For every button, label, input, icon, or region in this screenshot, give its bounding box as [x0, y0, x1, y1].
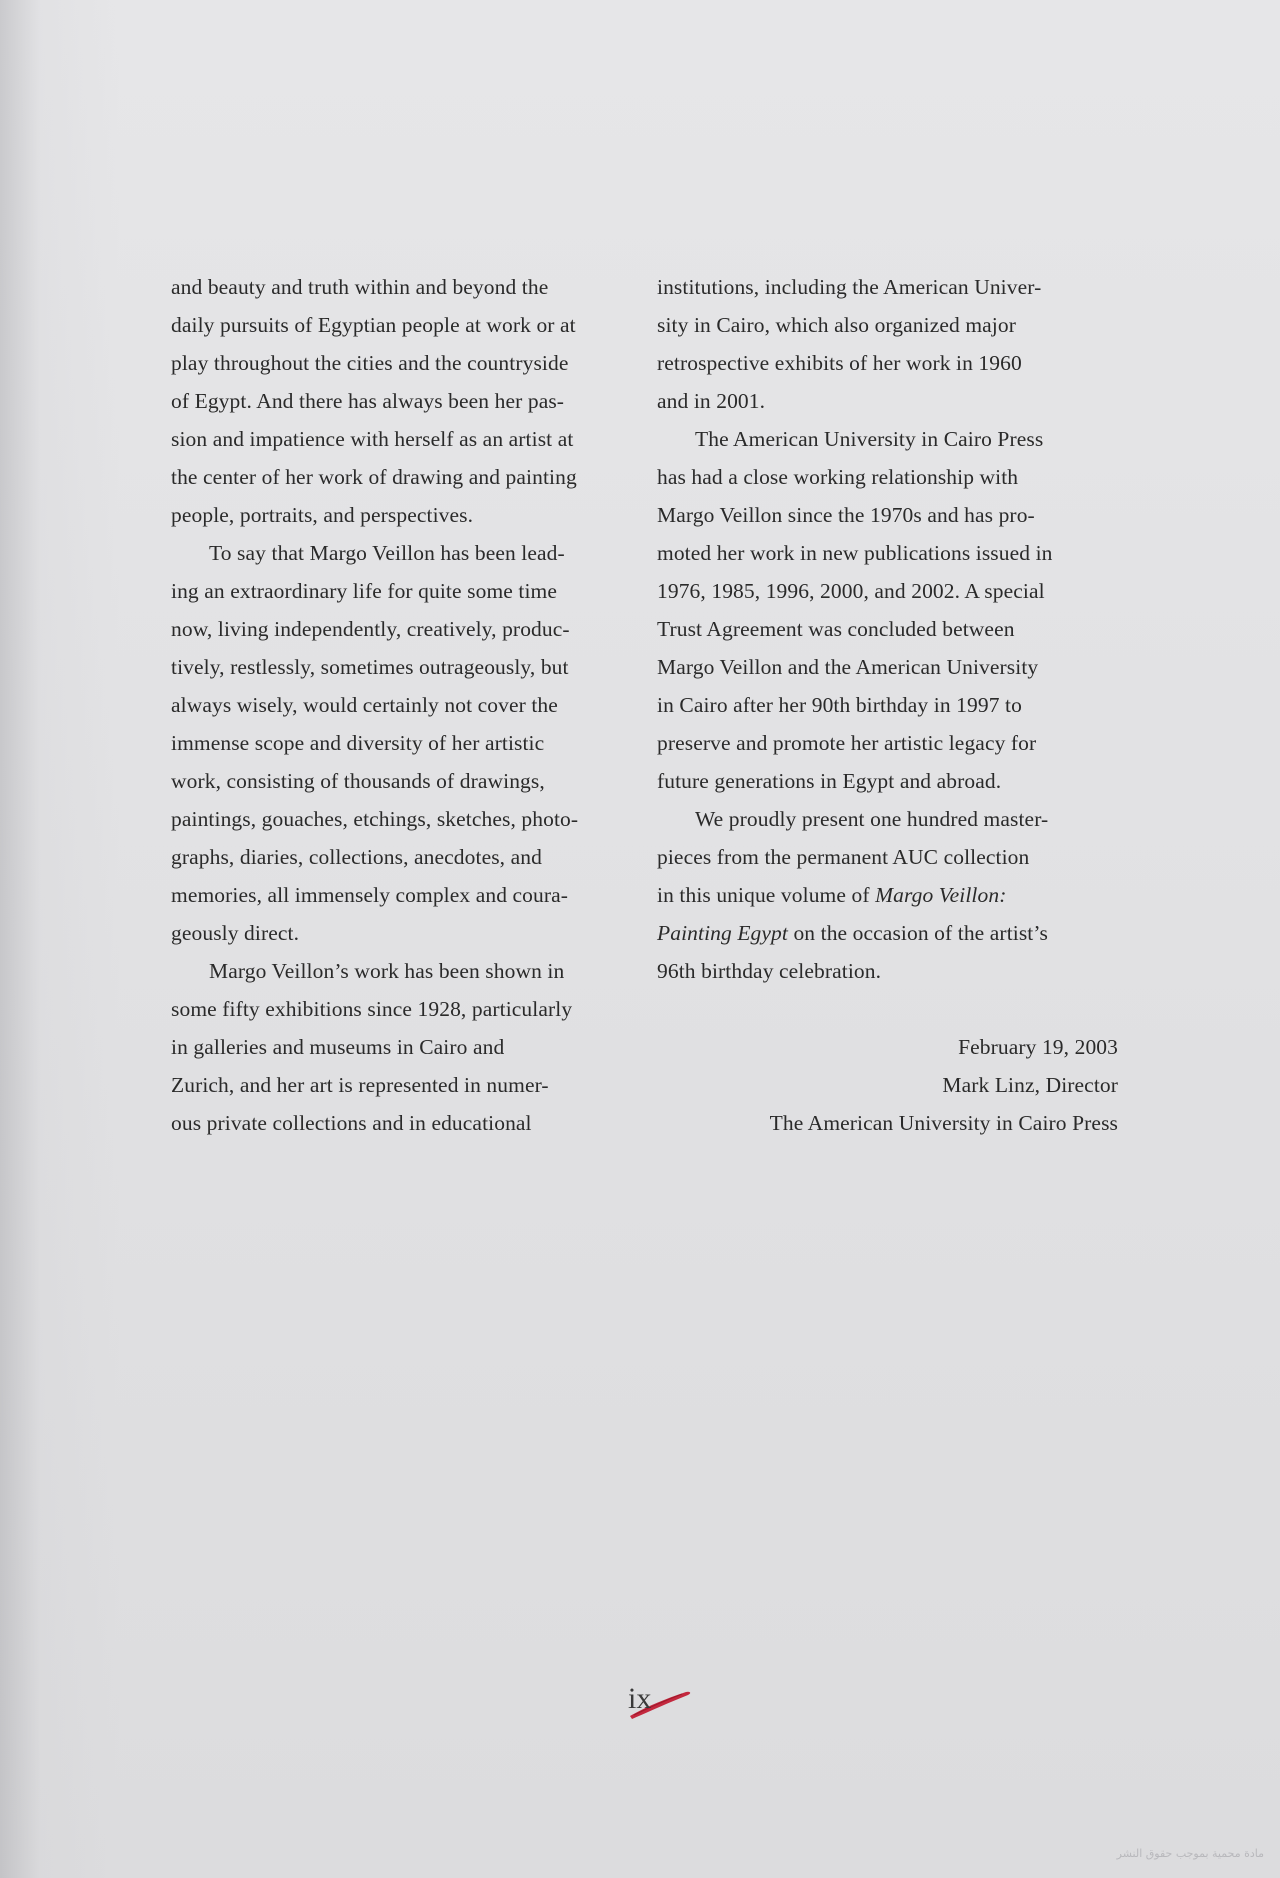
page-number-text: ix [628, 1682, 652, 1715]
paragraph-text: on the occasion of the artist’s 96th birthday celebration. [657, 921, 1048, 983]
book-title: Margo Veillon: Painting Egypt [657, 883, 1007, 945]
paragraph: institutions, including the American Univer- sity in Cairo, which also organized major retrospective exhibits of her work in 1960 and in 2001. [657, 275, 1042, 413]
signature-organization: The American University in Cairo Press [769, 1111, 1118, 1135]
paragraph: Margo Veillon’s work has been shown in some fifty exhibitions since 1928, particularly in galleries and museums in Cairo and Zurich, and her art is represented in numer- ous private collections and in educational [171, 959, 573, 1135]
paragraph: The American University in Cairo Press has had a close working relationship with Margo Veillon since the 1970s and has pro- moted her work in new publications issued in 1976, 1985, 1996, 2000, and 2002. A special Trust Agreement was concluded between Margo Veillon and the American University in Cairo after her 90th birthday in 1997 to preserve and promote her artistic legacy for future generations in Egypt and abroad. [657, 427, 1053, 793]
left-column [171, 268, 651, 1142]
copyright-watermark: مادة محمية بموجب حقوق النشر [1116, 1847, 1264, 1860]
right-column [657, 268, 1137, 1142]
paragraph-with-title [657, 800, 1137, 990]
signature-name: Mark Linz, Director [942, 1073, 1118, 1097]
paragraph: and beauty and truth within and beyond the daily pursuits of Egyptian people at work or at play throughout the cities and the countryside of Egypt. And there has always been her pas- sion and impatience with herself as an artist at the center of her work of drawing and painting people, portraits, and perspectives. [171, 275, 577, 527]
page-number [624, 1682, 704, 1722]
paragraph-text: We proudly present one hundred master- pieces from the permanent AUC collection in this unique volume of [657, 807, 1049, 907]
paragraph: To say that Margo Veillon has been lead- ing an extraordinary life for quite some time now, living independently, creatively, produc- tively, restlessly, sometimes outrageously, but always wisely, would certainly not cover the immense scope and diversity of her artistic work, consisting of thousands of drawings, paintings, gouaches, etchings, sketches, photo- graphs, diaries, collections, anecdotes, and memories, all immensely complex and coura- geously direct. [171, 541, 579, 945]
signature-block [657, 1028, 1118, 1142]
signature-date: February 19, 2003 [958, 1035, 1118, 1059]
